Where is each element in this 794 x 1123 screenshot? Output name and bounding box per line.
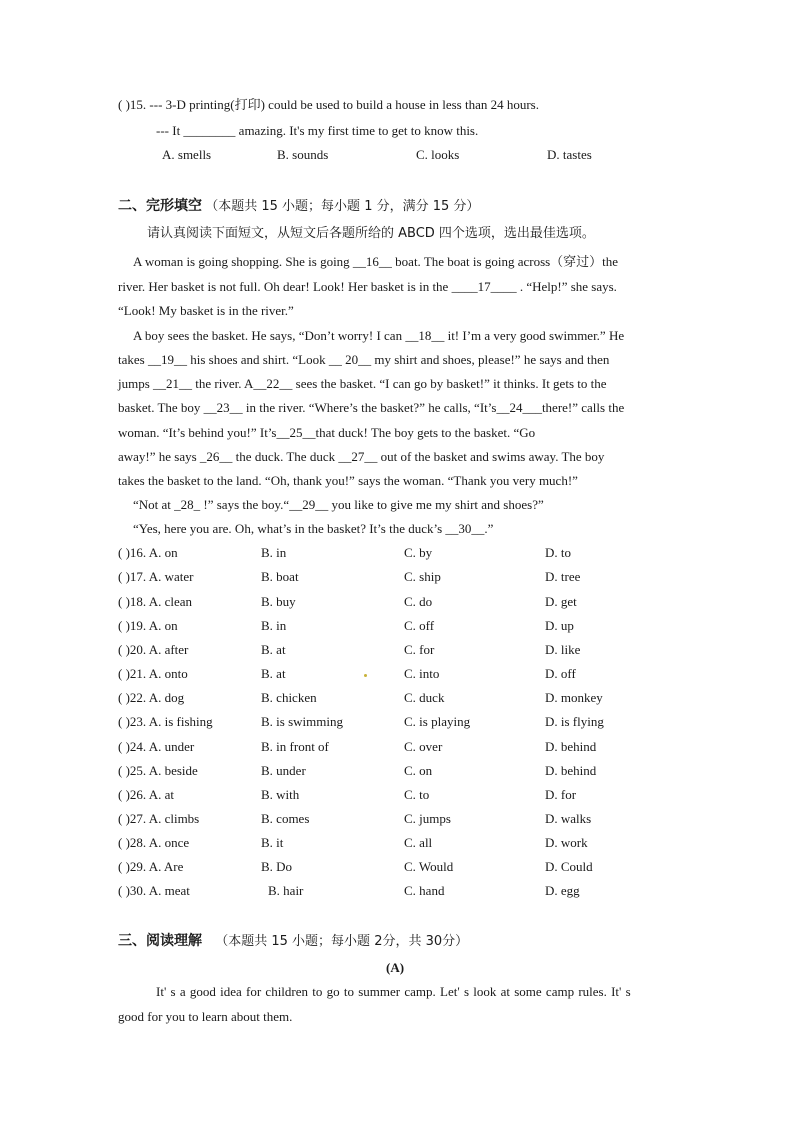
question-number-option-a: ( )28. A. once (118, 835, 190, 850)
option-d: D. walks (545, 811, 592, 826)
option-d: D. up (545, 618, 574, 633)
question-row (118, 545, 678, 561)
option-d: D. behind (545, 763, 597, 778)
question-number-option-a: ( )19. A. on (118, 618, 178, 633)
option-b: B. hair (268, 883, 304, 898)
option-b: B. is swimming (261, 714, 343, 729)
option-d: D. off (545, 666, 576, 681)
section2-instruction: 请认真阅读下面短文，从短文后各题所给的 ABCD 四个选项，选出最佳选项。 (147, 226, 595, 241)
question-row (118, 714, 678, 730)
option-b: B. with (261, 787, 300, 802)
question-number-option-a: ( )27. A. climbs (118, 811, 200, 826)
question-number-option-a: ( )22. A. dog (118, 690, 185, 705)
q15-option-a: A. smells (162, 147, 212, 162)
question-number-option-a: ( )30. A. meat (118, 883, 190, 898)
option-d: D. work (545, 835, 588, 850)
option-c: C. by (404, 545, 433, 560)
passage-line: basket. The boy __23__ in the river. “Where’s the basket?” he calls, “It’s__24___there!” calls the (118, 400, 625, 415)
question-number-option-a: ( )25. A. beside (118, 763, 198, 778)
question-row (118, 811, 678, 827)
option-b: B. in (261, 545, 287, 560)
option-c: C. into (404, 666, 440, 681)
passage-line: takes the basket to the land. “Oh, thank you!” says the woman. “Thank you very much!” (118, 473, 578, 488)
option-c: C. all (404, 835, 433, 850)
question-row (118, 835, 678, 851)
passage-line: “Yes, here you are. Oh, what’s in the basket? It’s the duck’s __30__.” (133, 521, 494, 536)
passage-line: river. Her basket is not full. Oh dear! Look! Her basket is in the ____17____ . “Help!” she says. (118, 279, 617, 294)
stray-dot (364, 674, 367, 677)
question-number-option-a: ( )20. A. after (118, 642, 189, 657)
option-d: D. to (545, 545, 571, 560)
option-c: C. hand (404, 883, 445, 898)
question-row (118, 859, 678, 875)
q15-option-c: C. looks (416, 147, 460, 162)
section3-heading (118, 933, 468, 950)
option-b: B. under (261, 763, 306, 778)
option-d: D. egg (545, 883, 580, 898)
section3-title: 三、阅读理解 (118, 933, 202, 949)
passage-line: away!” he says _26__ the duck. The duck __27__ out of the basket and swims away. The boy (118, 449, 605, 464)
q15-option-d: D. tastes (547, 147, 592, 162)
option-d: D. is flying (545, 714, 604, 729)
section2-heading (118, 198, 479, 215)
passage-line: jumps __21__ the river. A__22__ sees the basket. “I can go by basket!” it thinks. It gets to the (118, 376, 607, 391)
passage-line: takes __19__ his shoes and shirt. “Look __ 20__ my shirt and shoes, please!” he says and then (118, 352, 610, 367)
option-d: D. tree (545, 569, 581, 584)
option-b: B. it (261, 835, 284, 850)
option-b: B. at (261, 642, 286, 657)
question-row (118, 569, 678, 585)
question-row (118, 787, 678, 803)
question-number-option-a: ( )17. A. water (118, 569, 194, 584)
q15-option-b: B. sounds (277, 147, 329, 162)
option-c: C. do (404, 594, 433, 609)
option-c: C. jumps (404, 811, 451, 826)
option-d: D. get (545, 594, 577, 609)
option-d: D. behind (545, 739, 597, 754)
question-number-option-a: ( )23. A. is fishing (118, 714, 213, 729)
option-b: B. in front of (261, 739, 329, 754)
section2-title: 二、完形填空 (118, 198, 202, 214)
question-number-option-a: ( )21. A. onto (118, 666, 188, 681)
passage-line: “Not at _28_ !” says the boy.“__29__ you like to give me my shirt and shoes?” (133, 497, 544, 512)
q15-stem: ( )15. --- 3-D printing(打印) could be used to build a house in less than 24 hours. (118, 97, 539, 112)
passage-line: A woman is going shopping. She is going __16__ boat. The boat is going across（穿过）the (133, 254, 619, 269)
passage-line: woman. “It’s behind you!” It’s__25__that duck! The boy gets to the basket. “Go (118, 425, 536, 440)
question-number-option-a: ( )18. A. clean (118, 594, 193, 609)
option-c: C. to (404, 787, 430, 802)
option-c: C. duck (404, 690, 445, 705)
option-b: B. comes (261, 811, 310, 826)
option-c: C. on (404, 763, 433, 778)
question-number-option-a: ( )24. A. under (118, 739, 195, 754)
option-b: B. buy (261, 594, 296, 609)
question-number-option-a: ( )29. A. Are (118, 859, 184, 874)
option-c: C. Would (404, 859, 454, 874)
option-d: D. Could (545, 859, 593, 874)
passage-line: A boy sees the basket. He says, “Don’t worry! I can __18__ it! I’m a very good swimmer.” He (133, 328, 625, 343)
question-row (118, 666, 678, 682)
option-b: B. chicken (261, 690, 317, 705)
section2-note: （本题共 15 小题；每小题 1 分，满分 15 分） (205, 199, 480, 214)
question-row (118, 594, 678, 610)
option-c: C. off (404, 618, 435, 633)
question-row (118, 883, 678, 899)
section3-note: （本题共 15 小题；每小题 2分，共 30分） (215, 934, 469, 949)
question-number-option-a: ( )16. A. on (118, 545, 178, 560)
option-b: B. at (261, 666, 286, 681)
question-row (118, 739, 678, 755)
question-number-option-a: ( )26. A. at (118, 787, 174, 802)
option-d: D. for (545, 787, 577, 802)
q15-reply: --- It ________ amazing. It's my first time to get to know this. (156, 123, 479, 138)
option-c: C. ship (404, 569, 441, 584)
option-d: D. monkey (545, 690, 603, 705)
option-b: B. boat (261, 569, 299, 584)
question-row (118, 690, 678, 706)
passage-a-label: (A) (386, 960, 405, 975)
option-d: D. like (545, 642, 581, 657)
question-row (118, 618, 678, 634)
question-row (118, 763, 678, 779)
option-c: C. over (404, 739, 443, 754)
option-b: B. in (261, 618, 287, 633)
section3-paragraph-line: good for you to learn about them. (118, 1009, 293, 1024)
option-b: B. Do (261, 859, 293, 874)
option-c: C. for (404, 642, 435, 657)
option-c: C. is playing (404, 714, 471, 729)
question-row (118, 642, 678, 658)
passage-line: “Look! My basket is in the river.” (118, 303, 294, 318)
section3-paragraph-line: It' s a good idea for children to go to summer camp. Let' s look at some camp rules. It' s (156, 984, 631, 999)
